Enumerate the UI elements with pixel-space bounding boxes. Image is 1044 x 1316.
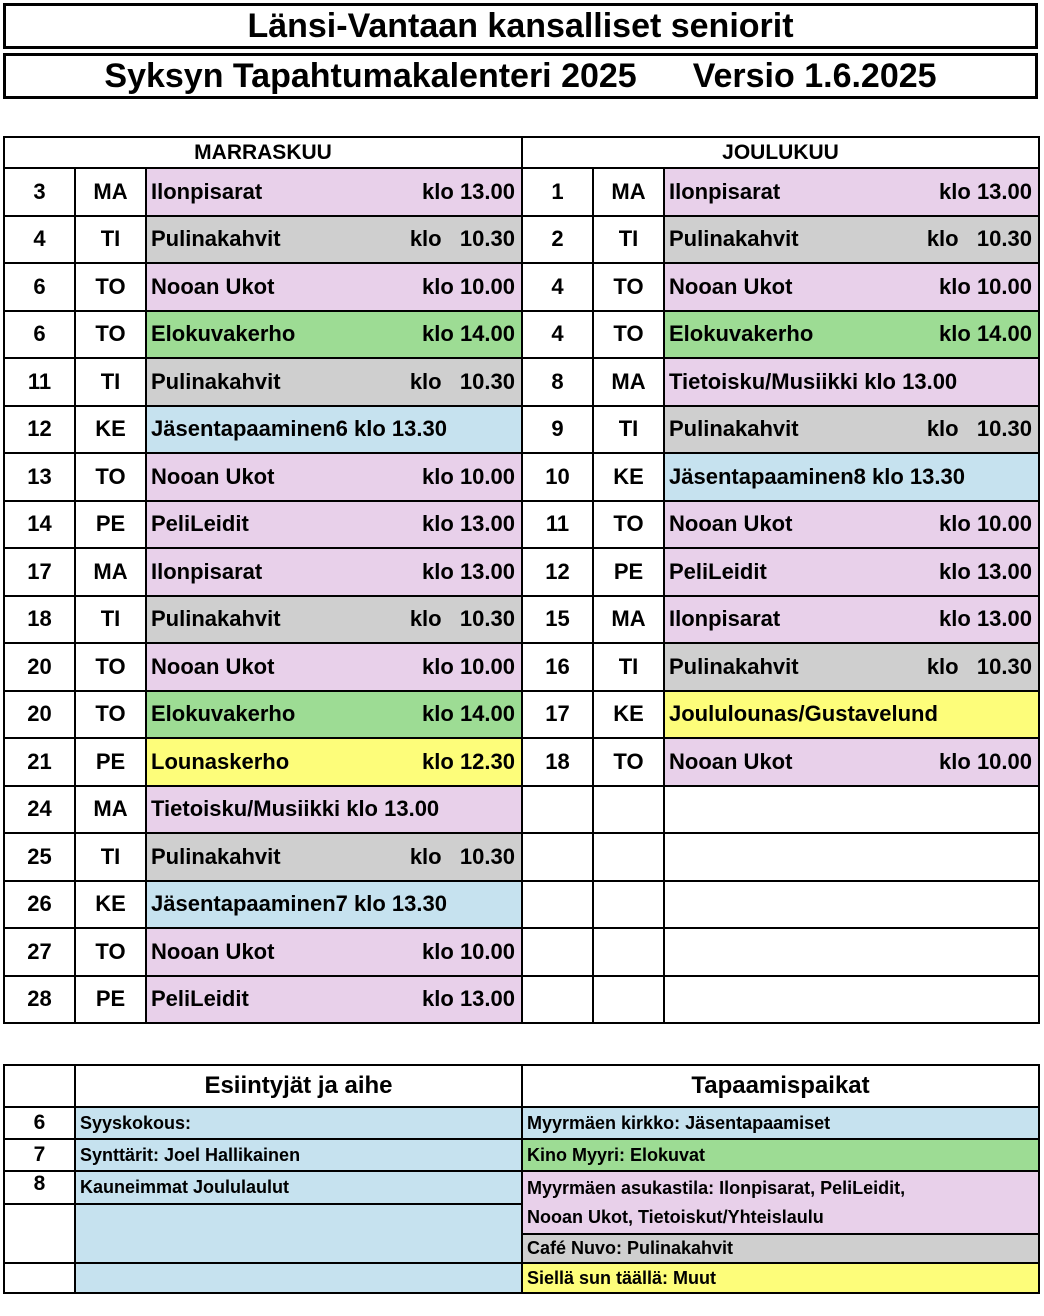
event-cell (146, 976, 522, 1024)
performer-number: 7 (4, 1139, 75, 1171)
performer-number: 6 (4, 1107, 75, 1139)
event-content (665, 559, 1038, 585)
weekday: KE (593, 691, 664, 739)
blank-performer-cell (75, 1263, 522, 1293)
event-cell (146, 501, 522, 549)
date-number: 4 (4, 216, 75, 264)
event-time: klo 10.30 (409, 843, 515, 869)
event-name: Tietoisku/Musiikki klo 13.00 (669, 368, 958, 394)
weekday: TO (593, 263, 664, 311)
event-name: Nooan Ukot (151, 653, 275, 679)
venue-item: Siellä sun täällä: Muut (522, 1263, 1039, 1293)
date-number: 1 (522, 168, 593, 216)
date-number: 16 (522, 643, 593, 691)
event-cell (664, 406, 1039, 454)
event-cell (664, 928, 1039, 976)
version-text: Versio 1.6.2025 (692, 56, 937, 95)
venue-item: Café Nuvo: Pulinakahvit (522, 1234, 1039, 1263)
weekday: TI (75, 358, 146, 406)
date-number: 28 (4, 976, 75, 1024)
event-cell (664, 358, 1039, 406)
event-time: klo 10.00 (422, 273, 515, 299)
date-number: 6 (4, 263, 75, 311)
date-number: 17 (522, 691, 593, 739)
date-number (522, 928, 593, 976)
weekday (593, 881, 664, 929)
event-name: Joululounas/Gustavelund (669, 701, 938, 727)
event-time: klo 10.30 (926, 416, 1032, 442)
weekday: KE (75, 881, 146, 929)
event-content (147, 511, 521, 537)
performer-number: 8 (4, 1171, 75, 1204)
date-number: 18 (522, 738, 593, 786)
calendar-row (4, 453, 1039, 501)
event-cell (146, 691, 522, 739)
event-content (147, 654, 521, 680)
event-cell (146, 786, 522, 834)
event-name: Nooan Ukot (151, 463, 275, 489)
event-content (665, 464, 1038, 490)
weekday: TO (593, 501, 664, 549)
event-name: Elokuvakerho (669, 321, 814, 347)
event-name: Ilonpisarat (151, 558, 263, 584)
event-time: klo 10.00 (939, 511, 1032, 537)
event-name: Pulinakahvit (669, 653, 799, 679)
performer-item: Kauneimmat Joululaulut (75, 1171, 522, 1204)
event-cell (146, 453, 522, 501)
date-number (522, 976, 593, 1024)
event-cell (664, 786, 1039, 834)
event-name: Pulinakahvit (669, 226, 799, 252)
event-time: klo 13.00 (422, 986, 515, 1012)
event-time: klo 10.30 (926, 226, 1032, 252)
weekday: MA (75, 786, 146, 834)
weekday: TO (593, 311, 664, 359)
event-content (665, 654, 1038, 680)
weekday: MA (75, 548, 146, 596)
event-cell (664, 833, 1039, 881)
event-cell (664, 168, 1039, 216)
event-time: klo 12.30 (422, 748, 515, 774)
event-time: klo 13.00 (422, 511, 515, 537)
calendar-row (4, 643, 1039, 691)
date-number: 17 (4, 548, 75, 596)
event-name: Pulinakahvit (151, 843, 281, 869)
calendar-row (4, 976, 1039, 1024)
date-number: 2 (522, 216, 593, 264)
date-number: 4 (522, 311, 593, 359)
event-content (147, 179, 521, 205)
weekday: MA (593, 168, 664, 216)
date-number: 14 (4, 501, 75, 549)
event-content (665, 511, 1038, 537)
event-content (147, 369, 521, 395)
event-cell (146, 738, 522, 786)
title-text: Länsi-Vantaan kansalliset seniorit (247, 6, 794, 45)
month-november: MARRASKUU (4, 137, 522, 168)
weekday: TO (75, 311, 146, 359)
event-time: klo 13.00 (422, 178, 515, 204)
event-time: klo 13.00 (422, 558, 515, 584)
event-time: klo 14.00 (422, 701, 515, 727)
calendar-table (3, 136, 1040, 1024)
date-number: 10 (522, 453, 593, 501)
event-time: klo 10.30 (409, 226, 515, 252)
date-number (522, 786, 593, 834)
event-cell (146, 168, 522, 216)
date-number: 6 (4, 311, 75, 359)
event-time: klo 10.00 (939, 273, 1032, 299)
event-name: Nooan Ukot (151, 273, 275, 299)
calendar-row (4, 928, 1039, 976)
event-content (147, 986, 521, 1012)
event-cell (146, 406, 522, 454)
calendar-row (4, 881, 1039, 929)
weekday (593, 786, 664, 834)
date-number: 25 (4, 833, 75, 881)
event-content (665, 749, 1038, 775)
weekday: MA (593, 358, 664, 406)
calendar-row (4, 216, 1039, 264)
weekday: TO (593, 738, 664, 786)
event-time: klo 10.00 (422, 938, 515, 964)
event-content (665, 321, 1038, 347)
weekday: TO (75, 643, 146, 691)
date-number: 26 (4, 881, 75, 929)
page-subtitle (3, 53, 1038, 99)
event-cell (664, 548, 1039, 596)
page-title (3, 3, 1038, 49)
event-name: Pulinakahvit (151, 368, 281, 394)
event-name: Ilonpisarat (151, 178, 263, 204)
subtitle-text: Syksyn Tapahtumakalenteri 2025 (104, 56, 637, 95)
event-content (665, 274, 1038, 300)
blank-cell (4, 1263, 75, 1293)
date-number: 13 (4, 453, 75, 501)
event-cell (664, 453, 1039, 501)
event-cell (146, 311, 522, 359)
date-number: 24 (4, 786, 75, 834)
event-cell (664, 691, 1039, 739)
calendar-row (4, 833, 1039, 881)
event-cell (146, 358, 522, 406)
venue-item: Myyrmäen kirkko: Jäsentapaamiset (522, 1107, 1039, 1139)
calendar-row (4, 548, 1039, 596)
event-name: PeliLeidit (151, 511, 249, 537)
event-content (665, 606, 1038, 632)
event-content (147, 274, 521, 300)
event-content (147, 559, 521, 585)
weekday: TO (75, 691, 146, 739)
date-number: 8 (522, 358, 593, 406)
event-name: PeliLeidit (151, 986, 249, 1012)
event-content (665, 369, 1038, 395)
event-time: klo 10.00 (422, 653, 515, 679)
weekday: TI (75, 833, 146, 881)
event-content (147, 749, 521, 775)
event-content (665, 226, 1038, 252)
event-time: klo 13.00 (939, 558, 1032, 584)
calendar-row (4, 168, 1039, 216)
event-name: Lounaskerho (151, 748, 290, 774)
weekday: TO (75, 263, 146, 311)
event-content (147, 606, 521, 632)
calendar-row (4, 501, 1039, 549)
event-content (147, 226, 521, 252)
event-name: Elokuvakerho (151, 701, 296, 727)
date-number: 20 (4, 643, 75, 691)
month-header-row (4, 137, 1039, 168)
weekday: TO (75, 928, 146, 976)
event-content (665, 701, 1038, 727)
month-december: JOULUKUU (522, 137, 1039, 168)
calendar-row (4, 786, 1039, 834)
event-cell (664, 738, 1039, 786)
weekday (593, 833, 664, 881)
blank-performer-cell (75, 1204, 522, 1263)
event-content (147, 464, 521, 490)
venue-item (522, 1171, 1039, 1234)
venue-item: Kino Myyri: Elokuvat (522, 1139, 1039, 1171)
event-cell (664, 216, 1039, 264)
event-time: klo 10.30 (409, 606, 515, 632)
weekday: TI (593, 406, 664, 454)
event-name: Nooan Ukot (669, 273, 793, 299)
event-cell (664, 501, 1039, 549)
event-time: klo 14.00 (422, 321, 515, 347)
venue-line: Nooan Ukot, Tietoiskut/Yhteislaulu (527, 1206, 824, 1227)
date-number: 9 (522, 406, 593, 454)
event-cell (146, 881, 522, 929)
event-cell (146, 216, 522, 264)
event-cell (664, 263, 1039, 311)
event-name: Pulinakahvit (151, 226, 281, 252)
event-cell (146, 928, 522, 976)
event-cell (664, 311, 1039, 359)
event-name: Nooan Ukot (669, 748, 793, 774)
blank-cell (4, 1204, 75, 1263)
event-time: klo 14.00 (939, 321, 1032, 347)
event-content (147, 891, 521, 917)
event-content (147, 321, 521, 347)
event-content (147, 416, 521, 442)
calendar-row (4, 311, 1039, 359)
calendar-row (4, 691, 1039, 739)
date-number (522, 881, 593, 929)
date-number: 15 (522, 596, 593, 644)
event-name: Jäsentapaaminen7 klo 13.30 (151, 891, 447, 917)
date-number: 27 (4, 928, 75, 976)
calendar-row (4, 738, 1039, 786)
event-cell (664, 881, 1039, 929)
event-name: Pulinakahvit (669, 416, 799, 442)
performers-heading: Esiintyjät ja aihe (75, 1065, 522, 1107)
event-name: Jäsentapaaminen8 klo 13.30 (669, 463, 965, 489)
event-name: Tietoisku/Musiikki klo 13.00 (151, 796, 440, 822)
event-content (147, 701, 521, 727)
date-number: 21 (4, 738, 75, 786)
calendar-row (4, 406, 1039, 454)
weekday (593, 928, 664, 976)
performer-item: Syyskokous: (75, 1107, 522, 1139)
event-cell (146, 596, 522, 644)
weekday: TI (593, 216, 664, 264)
weekday: MA (593, 596, 664, 644)
event-content (665, 179, 1038, 205)
event-name: Ilonpisarat (669, 178, 781, 204)
event-name: Elokuvakerho (151, 321, 296, 347)
event-content (147, 796, 521, 822)
date-number (522, 833, 593, 881)
date-number: 11 (4, 358, 75, 406)
date-number: 4 (522, 263, 593, 311)
event-time: klo 13.00 (939, 606, 1032, 632)
performer-item: Synttärit: Joel Hallikainen (75, 1139, 522, 1171)
event-time: klo 10.00 (422, 463, 515, 489)
date-number: 20 (4, 691, 75, 739)
date-number: 11 (522, 501, 593, 549)
date-number: 12 (522, 548, 593, 596)
weekday: TI (593, 643, 664, 691)
event-time: klo 13.00 (939, 178, 1032, 204)
calendar-row (4, 596, 1039, 644)
venue-line: Myyrmäen asukastila: Ilonpisarat, PeliLeidit, (527, 1177, 906, 1198)
info-header-blank (4, 1065, 75, 1107)
weekday: KE (593, 453, 664, 501)
venues-heading: Tapaamispaikat (522, 1065, 1039, 1107)
weekday: MA (75, 168, 146, 216)
event-content (147, 939, 521, 965)
event-cell (146, 643, 522, 691)
calendar-row (4, 358, 1039, 406)
calendar-row (4, 263, 1039, 311)
info-table (3, 1064, 1040, 1294)
weekday (593, 976, 664, 1024)
weekday: PE (75, 738, 146, 786)
event-name: Nooan Ukot (669, 511, 793, 537)
weekday: TI (75, 216, 146, 264)
event-time: klo 10.30 (409, 368, 515, 394)
weekday: PE (593, 548, 664, 596)
weekday: TI (75, 596, 146, 644)
event-name: Pulinakahvit (151, 606, 281, 632)
event-cell (146, 833, 522, 881)
weekday: PE (75, 501, 146, 549)
event-name: Jäsentapaaminen6 klo 13.30 (151, 416, 447, 442)
date-number: 18 (4, 596, 75, 644)
date-number: 3 (4, 168, 75, 216)
weekday: PE (75, 976, 146, 1024)
weekday: TO (75, 453, 146, 501)
event-cell (664, 976, 1039, 1024)
event-name: Ilonpisarat (669, 606, 781, 632)
event-name: PeliLeidit (669, 558, 767, 584)
date-number: 12 (4, 406, 75, 454)
event-cell (664, 596, 1039, 644)
event-name: Nooan Ukot (151, 938, 275, 964)
event-time: klo 10.00 (939, 748, 1032, 774)
event-time: klo 10.30 (926, 653, 1032, 679)
event-cell (146, 548, 522, 596)
event-content (147, 844, 521, 870)
event-cell (146, 263, 522, 311)
weekday: KE (75, 406, 146, 454)
event-cell (664, 643, 1039, 691)
event-content (665, 416, 1038, 442)
